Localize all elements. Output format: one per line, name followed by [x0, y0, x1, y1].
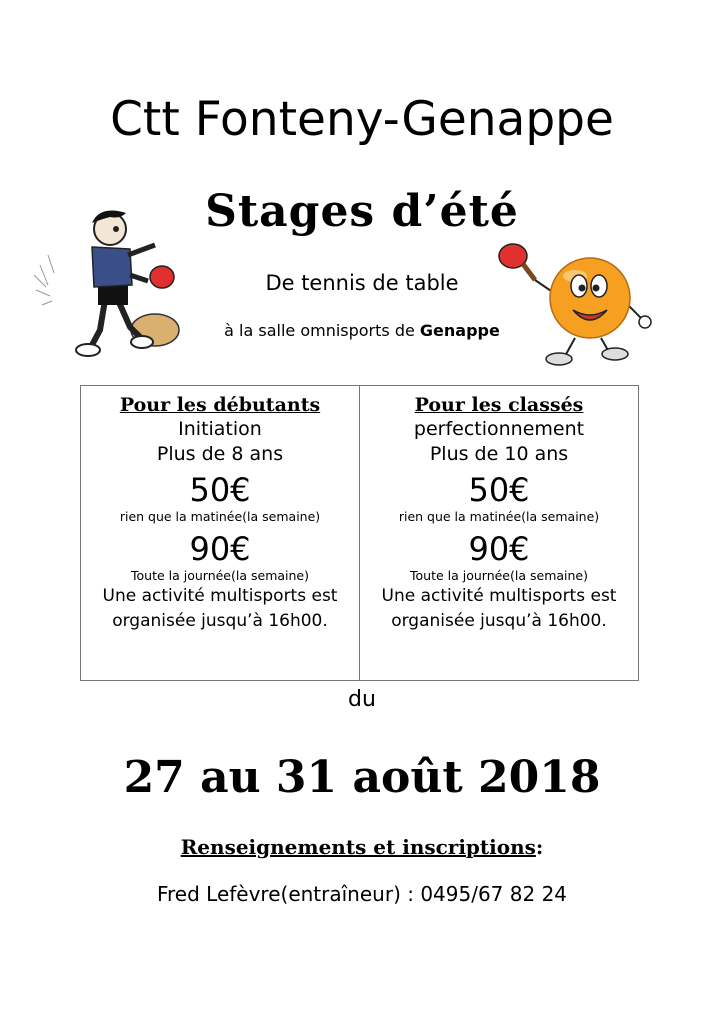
- price-morning-note: rien que la matinée(la semaine): [119, 509, 321, 524]
- info-heading-text: Renseignements et inscriptions: [180, 835, 536, 859]
- price-day-note: Toute la journée(la semaine): [130, 568, 309, 583]
- column-heading: Pour les débutants: [119, 394, 321, 416]
- subtitle: De tennis de table: [265, 271, 459, 295]
- ball-mascot-icon: [495, 240, 660, 370]
- activity-line-2: organisée jusqu’à 16h00.: [391, 611, 607, 631]
- dates-prefix: du: [348, 687, 376, 712]
- ranked-column: [359, 386, 638, 680]
- activity-line-1: Une activité multisports est: [102, 586, 338, 606]
- location-prefix: à la salle omnisports de: [224, 321, 420, 340]
- club-title: Ctt Fonteny-Genappe: [110, 92, 614, 147]
- info-heading: [0, 835, 724, 859]
- price-day-note: Toute la journée(la semaine): [409, 568, 588, 583]
- dates-range: 27 au 31 août 2018: [123, 752, 601, 803]
- price-morning: 50€: [468, 471, 530, 509]
- price-morning: 50€: [189, 471, 251, 509]
- info-heading-colon: :: [535, 835, 544, 859]
- location-place: Genappe: [419, 321, 500, 340]
- beginners-column: [81, 386, 359, 680]
- column-heading: Pour les classés: [414, 394, 584, 416]
- page-title: Stages d’été: [205, 186, 519, 237]
- table-tennis-player-icon: [30, 205, 190, 365]
- price-morning-note: rien que la matinée(la semaine): [398, 509, 600, 524]
- column-level: Initiation: [178, 418, 262, 440]
- price-day: 90€: [189, 530, 251, 568]
- column-age: Plus de 10 ans: [429, 443, 569, 465]
- contact-line: Fred Lefèvre(entraîneur) : 0495/67 82 24: [156, 882, 568, 906]
- activity-line-1: Une activité multisports est: [381, 586, 617, 606]
- price-day: 90€: [468, 530, 530, 568]
- column-level: perfectionnement: [413, 418, 585, 440]
- column-age: Plus de 8 ans: [156, 443, 284, 465]
- activity-line-2: organisée jusqu’à 16h00.: [112, 611, 328, 631]
- price-table: [80, 385, 639, 681]
